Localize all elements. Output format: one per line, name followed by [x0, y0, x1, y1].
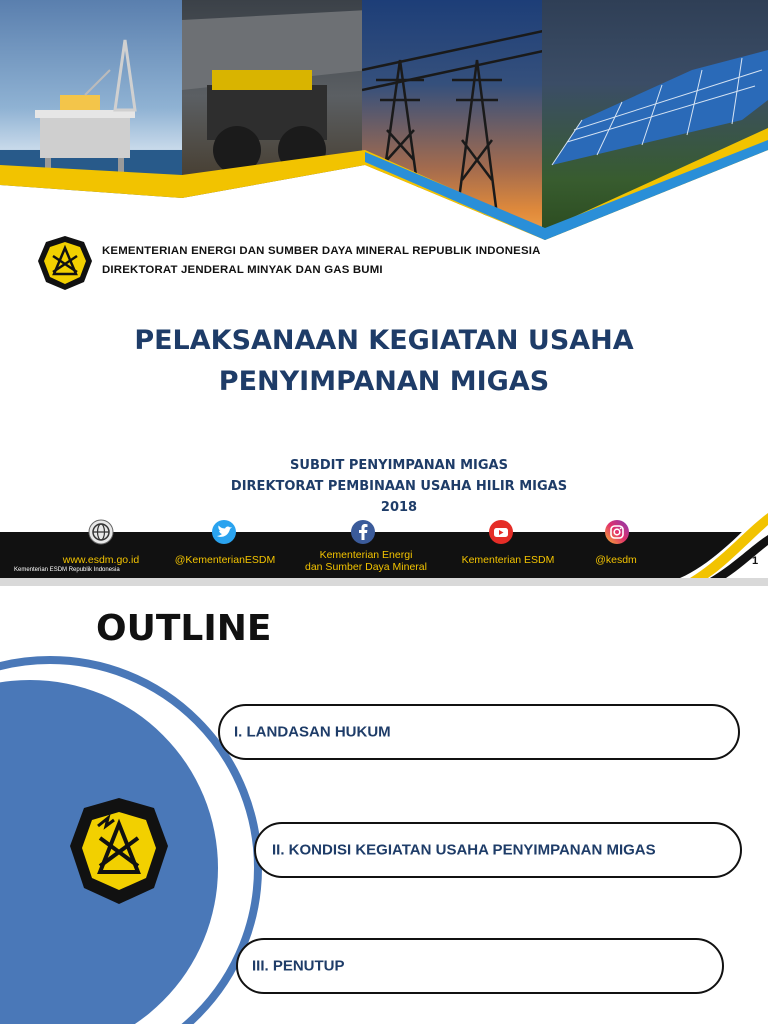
facebook-icon[interactable]: [350, 519, 376, 545]
website-link[interactable]: www.esdm.go.id: [62, 554, 140, 566]
subtitle-year: 2018: [380, 500, 418, 515]
slide-title-line1: PELAKSANAAN KEGIATAN USAHA: [134, 325, 634, 356]
footer-corner-swoosh: [680, 505, 768, 578]
esdm-logo: [36, 234, 94, 292]
facebook-link-line1: Kementerian Energi: [319, 549, 413, 561]
page-number: 1: [752, 555, 759, 567]
subtitle-line1: SUBDIT PENYIMPANAN MIGAS: [290, 458, 508, 473]
directorate-name: DIREKTORAT JENDERAL MINYAK DAN GAS BUMI: [102, 264, 383, 276]
youtube-icon[interactable]: [488, 519, 514, 545]
subtitle-line2: DIREKTORAT PEMBINAAN USAHA HILIR MIGAS: [230, 479, 568, 494]
twitter-icon[interactable]: [211, 519, 237, 545]
outline-item-label: I. LANDASAN HUKUM: [234, 723, 391, 741]
youtube-link[interactable]: Kementerian ESDM: [461, 554, 555, 566]
facebook-link-line2: dan Sumber Daya Mineral: [305, 561, 427, 573]
globe-icon[interactable]: [88, 519, 114, 545]
outline-item-2[interactable]: [254, 822, 742, 878]
outline-item-label: II. KONDISI KEGIATAN USAHA PENYIMPANAN MIGAS: [272, 841, 656, 859]
esdm-logo: [68, 796, 170, 906]
banner-stripes: [0, 0, 768, 260]
facebook-link[interactable]: [296, 549, 436, 573]
ministry-name: KEMENTERIAN ENERGI DAN SUMBER DAYA MINERAL REPUBLIK INDONESIA: [102, 245, 541, 257]
twitter-link[interactable]: @KementerianESDM: [174, 554, 276, 566]
outline-item-1[interactable]: [218, 704, 740, 760]
instagram-link[interactable]: @kesdm: [595, 554, 637, 566]
outline-slide: [0, 586, 768, 1024]
slide-title-line2: PENYIMPANAN MIGAS: [218, 366, 550, 397]
copyright-text: Kementerian ESDM Republik Indonesia: [14, 567, 120, 573]
outline-item-label: III. PENUTUP: [252, 957, 345, 975]
outline-item-3[interactable]: [236, 938, 724, 994]
slide-separator: [0, 578, 768, 586]
instagram-icon[interactable]: [604, 519, 630, 545]
outline-heading: OUTLINE: [96, 608, 272, 649]
